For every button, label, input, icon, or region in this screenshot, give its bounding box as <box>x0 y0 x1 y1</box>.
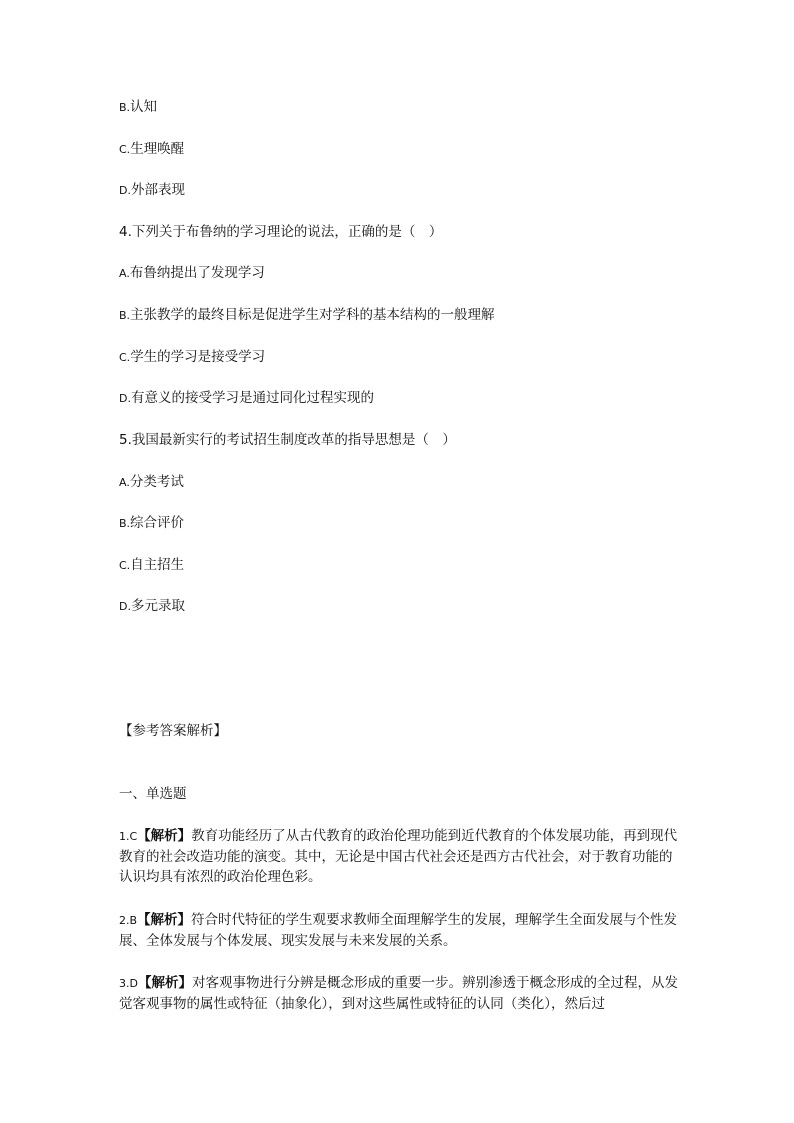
answer-item-2 <box>119 910 679 951</box>
option-text: 外部表现 <box>130 182 185 198</box>
q4-option-c <box>119 348 265 367</box>
answer-number: 3.D <box>119 977 138 990</box>
answer-text: 教育功能经历了从古代教育的政治伦理功能到近代教育的个体发展功能，再到现代教育的社会改造功能的演变。其中，无论是中国古代社会还是西方古代社会，对于教育功能的认识均具有浓烈的政治伦理色彩。 <box>119 828 678 885</box>
option-text: 综合评价 <box>130 515 185 531</box>
analysis-tag: 【解析】 <box>137 828 192 844</box>
q4-option-d <box>119 389 374 408</box>
option-label: B. <box>119 309 131 322</box>
option-label: D. <box>119 600 131 613</box>
option-label: B. <box>119 101 131 114</box>
q3-option-d <box>119 181 185 200</box>
q5-option-d <box>119 597 185 616</box>
q4-stem: 4.下列关于布鲁纳的学习理论的说法，正确的是（ ） <box>119 224 443 240</box>
answers-heading: 【参考答案解析】 <box>119 723 227 739</box>
option-label: D. <box>119 392 131 405</box>
option-text: 有意义的接受学习是通过同化过程实现的 <box>130 390 374 406</box>
answer-text: 符合时代特征的学生观要求教师全面理解学生的发展，理解学生全面发展与个性发展、全体发展与个体发展、现实发展与未来发展的关系。 <box>119 912 678 949</box>
option-label: C. <box>119 143 131 156</box>
answer-number: 1.C <box>119 830 138 843</box>
option-text: 布鲁纳提出了发现学习 <box>129 265 265 281</box>
section-title: 一、单选题 <box>119 786 187 802</box>
answer-item-3 <box>119 973 679 1014</box>
answer-item-1 <box>119 826 679 887</box>
option-text: 多元录取 <box>130 598 185 614</box>
option-label: D. <box>119 184 131 197</box>
option-label: A. <box>119 476 130 489</box>
q4-option-a <box>119 264 265 283</box>
analysis-tag: 【解析】 <box>137 912 192 928</box>
q3-option-c <box>119 140 184 159</box>
option-text: 分类考试 <box>129 474 184 490</box>
option-text: 学生的学习是接受学习 <box>130 349 266 365</box>
q3-option-b <box>119 98 157 117</box>
option-text: 自主招生 <box>130 557 185 573</box>
q4-option-b <box>119 306 495 325</box>
answer-text: 对客观事物进行分辨是概念形成的重要一步。辨别渗透于概念形成的全过程，从发觉客观事物的属性或特征（抽象化），到对这些属性或特征的认同（类化），然后过 <box>119 975 678 1012</box>
option-label: C. <box>119 351 131 364</box>
analysis-tag: 【解析】 <box>137 975 192 991</box>
q5-option-b <box>119 514 184 533</box>
option-label: B. <box>119 517 131 530</box>
q5-option-c <box>119 556 184 575</box>
q5-option-a <box>119 473 184 492</box>
option-text: 生理唤醒 <box>130 141 185 157</box>
option-label: A. <box>119 267 130 280</box>
option-text: 主张教学的最终目标是促进学生对学科的基本结构的一般理解 <box>130 307 495 323</box>
option-label: C. <box>119 559 131 572</box>
option-text: 认知 <box>130 99 158 115</box>
q5-stem: 5.我国最新实行的考试招生制度改革的指导思想是（ ） <box>119 432 456 448</box>
answer-number: 2.B <box>119 914 138 927</box>
